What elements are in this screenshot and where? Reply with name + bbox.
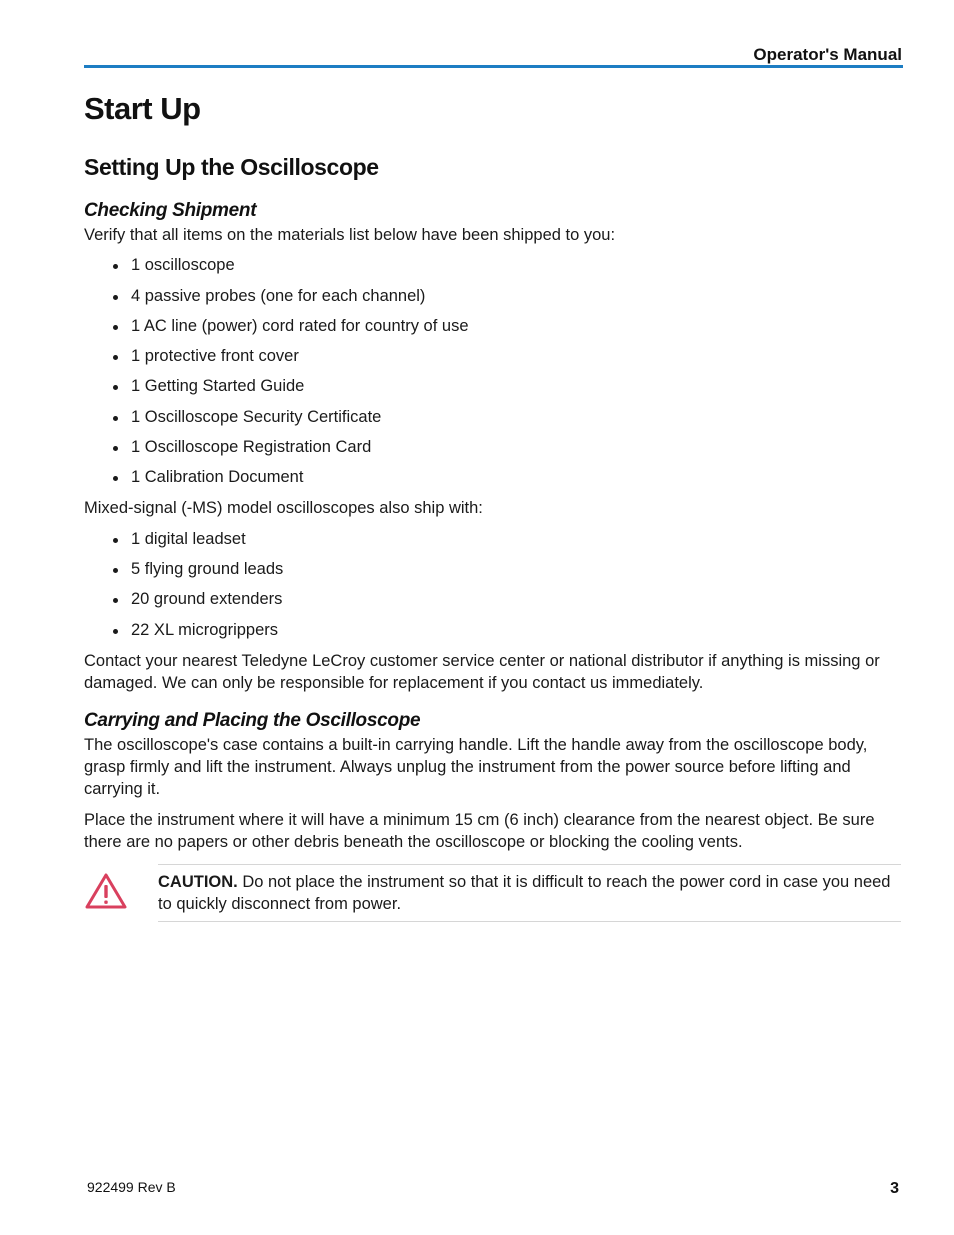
section-title: Setting Up the Oscilloscope	[84, 154, 379, 180]
caution-label: CAUTION.	[158, 872, 238, 891]
page-number: 3	[890, 1180, 899, 1197]
list-item-text: 4 passive probes (one for each channel)	[131, 286, 426, 305]
placing-paragraph: Place the instrument where it will have a minimum 15 cm (6 inch) clearance from the nearest object. Be sure there are no papers or other debris beneath the oscilloscope or blocking the cooling vents.	[84, 810, 875, 851]
list-item-text: 1 oscilloscope	[131, 256, 235, 275]
list-item-text: 1 digital leadset	[131, 529, 246, 548]
bullet-icon	[113, 385, 118, 390]
ms-intro: Mixed-signal (-MS) model oscilloscopes also ship with:	[84, 499, 483, 518]
bullet-icon	[113, 568, 118, 573]
bullet-icon	[113, 355, 118, 360]
list-item	[84, 558, 904, 580]
list-item	[84, 466, 904, 488]
caution-text	[158, 871, 901, 915]
list-item	[84, 315, 904, 337]
list-item-text: 5 flying ground leads	[131, 559, 284, 578]
list-item	[84, 588, 904, 610]
list-item	[84, 406, 904, 428]
caution-box	[158, 864, 901, 922]
contact-paragraph: Contact your nearest Teledyne LeCroy customer service center or national distributor if anything is missing or damaged. We can only be responsible for replacement if you contact us immediately.	[84, 651, 880, 692]
list-item-text: 1 AC line (power) cord rated for country of use	[131, 316, 469, 335]
page-title: Start Up	[84, 91, 201, 126]
running-header: Operator's Manual	[753, 45, 902, 64]
checking-intro: Verify that all items on the materials list below have been shipped to you:	[84, 226, 616, 244]
carrying-heading: Carrying and Placing the Oscilloscope	[84, 709, 421, 731]
bullet-icon	[113, 476, 118, 481]
warning-triangle-icon	[84, 872, 128, 910]
list-item	[84, 345, 904, 367]
list-item-text: 20 ground extenders	[131, 590, 283, 609]
list-item-text: 22 XL microgrippers	[131, 620, 279, 639]
list-item	[84, 375, 904, 397]
bullet-icon	[113, 264, 118, 269]
page-content	[84, 88, 904, 922]
caution-callout	[84, 864, 904, 922]
caution-message: Do not place the instrument so that it is difficult to reach the power cord in case you need to quickly disconnect from power.	[158, 872, 891, 913]
list-item	[84, 436, 904, 458]
list-item-text: 1 Calibration Document	[131, 468, 304, 487]
bullet-icon	[113, 629, 118, 634]
carrying-paragraph: The oscilloscope's case contains a built-in carrying handle. Lift the handle away from the oscilloscope body, grasp firmly and lift the instrument. Always unplug the instrument from the power source before lifting and carrying it.	[84, 735, 868, 798]
list-item-text: 1 protective front cover	[131, 347, 299, 366]
bullet-icon	[113, 598, 118, 603]
list-item-text: 1 Oscilloscope Registration Card	[131, 438, 372, 457]
bullet-icon	[113, 325, 118, 330]
bullet-icon	[113, 446, 118, 451]
list-item	[84, 285, 904, 307]
bullet-icon	[113, 538, 118, 543]
list-item	[84, 254, 904, 276]
list-item-text: 1 Getting Started Guide	[131, 377, 305, 396]
list-item	[84, 619, 904, 641]
document-revision: 922499 Rev B	[87, 1179, 176, 1195]
bullet-icon	[113, 416, 118, 421]
header-rule	[84, 65, 903, 68]
checking-shipment-heading: Checking Shipment	[84, 200, 257, 221]
bullet-icon	[113, 295, 118, 300]
ms-shipment-list	[84, 528, 904, 641]
list-item	[84, 528, 904, 550]
shipment-list	[84, 254, 904, 488]
list-item-text: 1 Oscilloscope Security Certificate	[131, 407, 382, 426]
